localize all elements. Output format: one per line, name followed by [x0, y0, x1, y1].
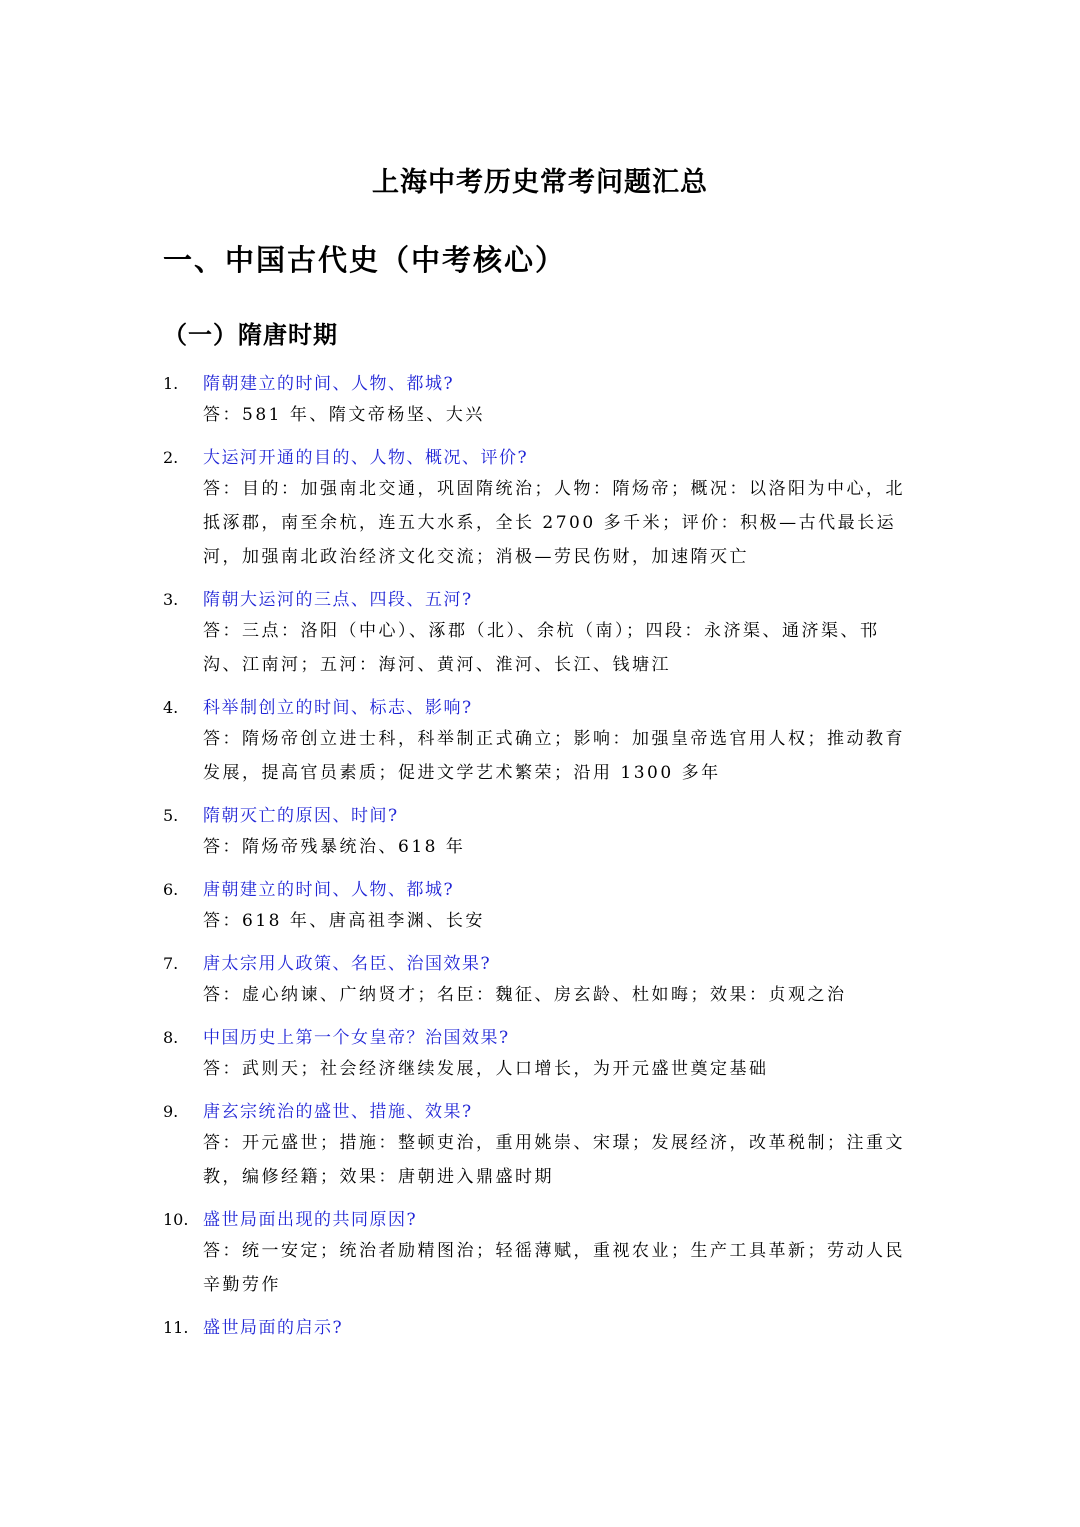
item-number: 1.: [163, 374, 179, 393]
answer-text: 答：武则天；社会经济继续发展，人口增长，为开元盛世奠定基础: [203, 1059, 769, 1079]
qa-item: [163, 1098, 923, 1194]
answer-text: 答：开元盛世；措施：整顿吏治，重用姚崇、宋璟；发展经济，改革税制；注重文教，编修经籍；效果：唐朝进入鼎盛时期: [203, 1133, 905, 1187]
answer-text: 答：三点：洛阳（中心）、涿郡（北）、余杭（南）；四段：永济渠、通济渠、邗沟、江南河；五河：海河、黄河、淮河、长江、钱塘江: [203, 621, 880, 675]
item-number: 6.: [163, 880, 179, 899]
qa-item: [163, 444, 923, 574]
question-text: 唐朝建立的时间、人物、都城?: [203, 880, 455, 900]
answer-text: 答：581 年、隋文帝杨坚、大兴: [203, 405, 485, 425]
qa-item: [163, 586, 923, 682]
item-number: 10.: [163, 1210, 189, 1229]
question-text: 科举制创立的时间、标志、影响?: [203, 698, 473, 718]
answer-text: 答：618 年、唐高祖李渊、长安: [203, 911, 485, 931]
answer-text: 答：统一安定；统治者励精图治；轻徭薄赋，重视农业；生产工具革新；劳动人民辛勤劳作: [203, 1241, 905, 1295]
question-text: 唐玄宗统治的盛世、措施、效果?: [203, 1102, 473, 1122]
qa-item: [163, 802, 923, 864]
question-text: 隋朝大运河的三点、四段、五河?: [203, 590, 473, 610]
question-text: 唐太宗用人政策、名臣、治国效果?: [203, 954, 492, 974]
qa-item: [163, 1024, 923, 1086]
section-heading: 一、中国古代史（中考核心）: [163, 243, 567, 277]
question-text: 盛世局面的启示?: [203, 1318, 344, 1338]
answer-text: 答：隋炀帝创立进士科，科举制正式确立；影响：加强皇帝选官用人权；推动教育发展，提高官员素质；促进文学艺术繁荣；沿用 1300 多年: [203, 729, 905, 783]
item-number: 5.: [163, 806, 179, 825]
qa-item: [163, 876, 923, 938]
item-number: 2.: [163, 448, 179, 467]
answer-text: 答：目的：加强南北交通，巩固隋统治；人物：隋炀帝；概况：以洛阳为中心，北抵涿郡，南至余杭，连五大水系，全长 2700 多千米；评价：积极—古代最长运河，加强南北政治经济文化交流；消极—劳民伤财，加速隋灭亡: [203, 479, 905, 567]
qa-item: [163, 694, 923, 790]
item-number: 11.: [163, 1318, 189, 1337]
subsection-heading: （一）隋唐时期: [163, 321, 338, 349]
question-text: 隋朝灭亡的原因、时间?: [203, 806, 399, 826]
qa-item: [163, 950, 923, 1012]
item-number: 9.: [163, 1102, 179, 1121]
qa-item: [163, 1206, 923, 1302]
answer-text: 答：隋炀帝残暴统治、618 年: [203, 837, 466, 857]
document-title: 上海中考历史常考问题汇总: [372, 167, 708, 198]
qa-item: [163, 1314, 923, 1342]
qa-list: [163, 370, 923, 1354]
item-number: 8.: [163, 1028, 179, 1047]
question-text: 盛世局面出现的共同原因?: [203, 1210, 418, 1230]
item-number: 4.: [163, 698, 179, 717]
item-number: 3.: [163, 590, 179, 609]
question-text: 隋朝建立的时间、人物、都城?: [203, 374, 455, 394]
item-number: 7.: [163, 954, 179, 973]
answer-text: 答：虚心纳谏、广纳贤才；名臣：魏征、房玄龄、杜如晦；效果：贞观之治: [203, 985, 847, 1005]
question-text: 大运河开通的目的、人物、概况、评价?: [203, 448, 529, 468]
question-text: 中国历史上第一个女皇帝？治国效果?: [203, 1028, 510, 1048]
qa-item: [163, 370, 923, 432]
